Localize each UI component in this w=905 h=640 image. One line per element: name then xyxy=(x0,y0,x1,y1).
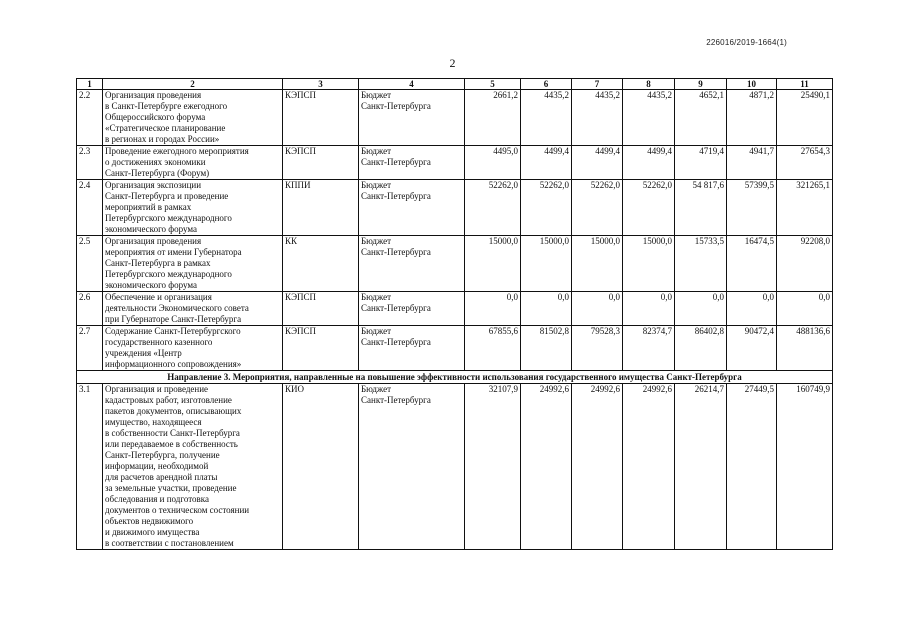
row-value: 26214,7 xyxy=(675,384,727,550)
column-header: 5 xyxy=(465,79,521,90)
table-header-row xyxy=(77,79,833,90)
table-row xyxy=(77,146,833,180)
row-value: 15000,0 xyxy=(521,236,572,292)
column-header: 2 xyxy=(103,79,283,90)
row-value: 4435,2 xyxy=(521,90,572,146)
row-source xyxy=(359,292,465,326)
row-name-text: Организация и проведение кадастровых работ, изготовление пакетов документов, описывающих имущество, находящееся в собственности Санкт-Петербурга или передаваемое в собственность Санкт-Петербурга, получение информации, необходимой для расчетов арендной платы за земельные участки, проведение обследования и подготовка документов о техническом состоянии объектов недвижимого и движимого имущества в соответствии с постановлением xyxy=(105,384,250,548)
row-executor: КЭПСП xyxy=(283,326,359,371)
row-total: 488136,6 xyxy=(777,326,833,371)
row-code: 2.4 xyxy=(77,180,103,236)
row-value: 32107,9 xyxy=(465,384,521,550)
table-row xyxy=(77,326,833,371)
column-header: 6 xyxy=(521,79,572,90)
row-source-text: Бюджет Санкт-Петербурга xyxy=(361,384,431,405)
row-executor: КЭПСП xyxy=(283,292,359,326)
row-source-text: Бюджет Санкт-Петербурга xyxy=(361,326,431,347)
program-table xyxy=(76,78,833,550)
row-value: 4499,4 xyxy=(623,146,675,180)
column-header: 11 xyxy=(777,79,833,90)
row-total: 92208,0 xyxy=(777,236,833,292)
table-row xyxy=(77,236,833,292)
row-value: 4719,4 xyxy=(675,146,727,180)
page-number: 2 xyxy=(449,56,456,70)
row-total: 160749,9 xyxy=(777,384,833,550)
row-source xyxy=(359,146,465,180)
row-value: 86402,8 xyxy=(675,326,727,371)
row-name-text: Организация проведения в Санкт-Петербурге ежегодного Общероссийского форума «Стратегическое планирование в регионах и городах России» xyxy=(105,90,228,144)
column-header: 1 xyxy=(77,79,103,90)
section-header-row xyxy=(77,371,833,384)
row-value: 16474,5 xyxy=(727,236,777,292)
row-name-text: Обеспечение и организация деятельности Экономического совета при Губернаторе Санкт-Петербурга xyxy=(105,292,249,324)
row-value: 4499,4 xyxy=(572,146,623,180)
row-source xyxy=(359,326,465,371)
row-name xyxy=(103,180,283,236)
row-value: 54 817,6 xyxy=(675,180,727,236)
row-value: 81502,8 xyxy=(521,326,572,371)
row-total: 321265,1 xyxy=(777,180,833,236)
row-code: 3.1 xyxy=(77,384,103,550)
row-executor: КИО xyxy=(283,384,359,550)
row-name-text: Содержание Санкт-Петербургского государственного казенного учреждения «Центр информационного сопровождения» xyxy=(105,326,242,369)
row-value: 15733,5 xyxy=(675,236,727,292)
row-code: 2.6 xyxy=(77,292,103,326)
row-executor: КППИ xyxy=(283,180,359,236)
row-source xyxy=(359,180,465,236)
row-name-text: Организация проведения мероприятия от имени Губернатора Санкт-Петербурга в рамках Петербургского международного экономического форума xyxy=(105,236,242,290)
row-name xyxy=(103,292,283,326)
row-value: 2661,2 xyxy=(465,90,521,146)
row-value: 79528,3 xyxy=(572,326,623,371)
row-name xyxy=(103,326,283,371)
row-value: 4941,7 xyxy=(727,146,777,180)
row-value: 82374,7 xyxy=(623,326,675,371)
row-value: 67855,6 xyxy=(465,326,521,371)
row-code: 2.3 xyxy=(77,146,103,180)
row-name xyxy=(103,236,283,292)
column-header: 4 xyxy=(359,79,465,90)
row-code: 2.5 xyxy=(77,236,103,292)
row-value: 4435,2 xyxy=(623,90,675,146)
row-value: 52262,0 xyxy=(521,180,572,236)
table-row xyxy=(77,292,833,326)
row-source xyxy=(359,236,465,292)
row-total: 27654,3 xyxy=(777,146,833,180)
row-value: 15000,0 xyxy=(572,236,623,292)
section-title: Направление 3. Мероприятия, направленные на повышение эффективности использования государственного имущества Санкт-Петербурга xyxy=(77,371,833,384)
row-executor: КЭПСП xyxy=(283,146,359,180)
row-name xyxy=(103,146,283,180)
column-header: 9 xyxy=(675,79,727,90)
row-value: 0,0 xyxy=(465,292,521,326)
row-total: 25490,1 xyxy=(777,90,833,146)
row-value: 57399,5 xyxy=(727,180,777,236)
row-source xyxy=(359,90,465,146)
column-header: 8 xyxy=(623,79,675,90)
row-value: 52262,0 xyxy=(572,180,623,236)
row-value: 0,0 xyxy=(572,292,623,326)
row-executor: КК xyxy=(283,236,359,292)
row-value: 4871,2 xyxy=(727,90,777,146)
row-value: 90472,4 xyxy=(727,326,777,371)
row-value: 27449,5 xyxy=(727,384,777,550)
row-value: 4495,0 xyxy=(465,146,521,180)
row-value: 15000,0 xyxy=(465,236,521,292)
document-id: 226016/2019-1664(1) xyxy=(706,38,787,47)
row-value: 24992,6 xyxy=(521,384,572,550)
row-code: 2.2 xyxy=(77,90,103,146)
row-value: 4652,1 xyxy=(675,90,727,146)
row-value: 4435,2 xyxy=(572,90,623,146)
row-value: 0,0 xyxy=(727,292,777,326)
row-value: 0,0 xyxy=(675,292,727,326)
row-source-text: Бюджет Санкт-Петербурга xyxy=(361,180,431,201)
table-row xyxy=(77,90,833,146)
table-row xyxy=(77,384,833,550)
row-value: 52262,0 xyxy=(465,180,521,236)
row-value: 15000,0 xyxy=(623,236,675,292)
column-header: 3 xyxy=(283,79,359,90)
column-header: 10 xyxy=(727,79,777,90)
row-value: 0,0 xyxy=(623,292,675,326)
row-value: 24992,6 xyxy=(623,384,675,550)
row-name-text: Проведение ежегодного мероприятия о достижениях экономики Санкт-Петербурга (Форум) xyxy=(105,146,249,178)
row-name xyxy=(103,90,283,146)
row-source-text: Бюджет Санкт-Петербурга xyxy=(361,292,431,313)
row-value: 4499,4 xyxy=(521,146,572,180)
row-source-text: Бюджет Санкт-Петербурга xyxy=(361,236,431,257)
row-code: 2.7 xyxy=(77,326,103,371)
row-name xyxy=(103,384,283,550)
row-source xyxy=(359,384,465,550)
row-value: 24992,6 xyxy=(572,384,623,550)
row-total: 0,0 xyxy=(777,292,833,326)
row-name-text: Организация экспозиции Санкт-Петербурга и проведение мероприятий в рамках Петербургского международного экономического форума xyxy=(105,180,232,234)
table-row xyxy=(77,180,833,236)
row-value: 52262,0 xyxy=(623,180,675,236)
column-header: 7 xyxy=(572,79,623,90)
row-source-text: Бюджет Санкт-Петербурга xyxy=(361,146,431,167)
row-source-text: Бюджет Санкт-Петербурга xyxy=(361,90,431,111)
row-executor: КЭПСП xyxy=(283,90,359,146)
row-value: 0,0 xyxy=(521,292,572,326)
